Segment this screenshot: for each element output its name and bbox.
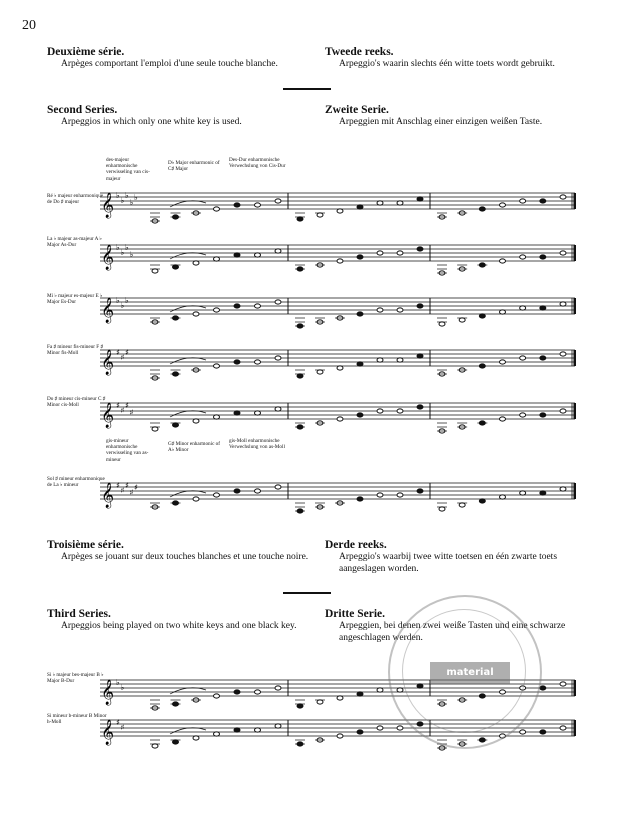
slur [170, 201, 206, 207]
de-desc: Arpeggien mit Anschlag einer einzigen weißen Taste. [339, 117, 543, 127]
note-head [152, 744, 158, 748]
note-head [297, 704, 303, 708]
staff-label-3: Mi ♭ majeur es-majeur E ♭ Major Es-Dur [47, 293, 103, 306]
note-head [540, 491, 546, 495]
note-head [275, 300, 281, 304]
note-head [337, 209, 343, 213]
slur [170, 491, 206, 497]
note-head [255, 203, 261, 207]
note-head [297, 374, 303, 378]
note-head [173, 740, 179, 744]
note-head [540, 255, 546, 259]
note-head [357, 413, 363, 417]
note-head [500, 310, 506, 314]
note-head [234, 253, 240, 257]
note-head [417, 489, 423, 493]
note-head [560, 726, 566, 730]
annotation-db-major: D♭ Major enharmonic of C♯ Major [168, 160, 220, 173]
treble-clef-icon: 𝄞 [101, 350, 115, 375]
en-desc: Arpeggios being played on two white keys and one black key. [61, 621, 297, 631]
note-head [297, 217, 303, 221]
note-head [520, 306, 526, 310]
note-head [275, 407, 281, 411]
de-title: Zweite Serie. [325, 104, 389, 116]
de-desc: Arpeggien, bei denen zwei weiße Tasten und eine schwarze angeschlagen werden. [339, 621, 566, 643]
final-barline-thick [574, 298, 577, 314]
en-title: Second Series. [47, 104, 118, 116]
flat-icon: ♭ [129, 198, 134, 207]
slur [170, 411, 206, 417]
nl-title: Derde reeks. [325, 539, 387, 551]
treble-clef-icon: 𝄞 [101, 720, 115, 745]
flat-icon: ♭ [134, 193, 138, 202]
treble-clef-icon: 𝄞 [101, 193, 115, 218]
note-head [275, 249, 281, 253]
note-head [193, 419, 199, 423]
note-head [479, 314, 485, 318]
final-barline-thick [574, 245, 577, 261]
note-head [357, 497, 363, 501]
note-head [234, 304, 240, 308]
sharp-icon: ♯ [134, 483, 138, 492]
annotation-gis-moll: gis-Moll enharmonische Verwechslung von as-Moll [229, 438, 285, 451]
note-head [234, 489, 240, 493]
flat-icon: ♭ [120, 248, 125, 257]
note-head [417, 197, 423, 201]
de-title: Dritte Serie. [325, 608, 386, 620]
note-head [540, 356, 546, 360]
note-head [377, 201, 383, 205]
note-head [377, 726, 383, 730]
staff-label-5: Do ♯ mineur cis-mineur C ♯ Minor cis-Moll [47, 396, 106, 409]
note-head [377, 688, 383, 692]
treble-clef-icon: 𝄞 [101, 680, 115, 705]
note-head [560, 251, 566, 255]
note-head [439, 322, 445, 326]
note-head [317, 370, 323, 374]
flat-icon: ♭ [116, 243, 120, 252]
note-head [417, 304, 423, 308]
note-head [234, 203, 240, 207]
note-head [479, 207, 485, 211]
en-title: Third Series. [47, 608, 111, 620]
note-head [255, 360, 261, 364]
note-head [479, 364, 485, 368]
note-head [337, 259, 343, 263]
note-head [214, 415, 220, 419]
sharp-icon: ♯ [120, 353, 125, 362]
note-head [275, 485, 281, 489]
nl-desc: Arpeggio's waarin slechts één witte toets wordt gebruikt. [339, 59, 555, 69]
note-head [234, 360, 240, 364]
note-head [173, 265, 179, 269]
slur [170, 253, 206, 259]
sharp-icon: ♯ [116, 481, 120, 490]
flat-icon: ♭ [116, 191, 120, 200]
note-head [377, 493, 383, 497]
flat-icon: ♭ [129, 250, 134, 259]
sharp-icon: ♯ [129, 488, 134, 497]
staff-label-8: Si mineur b-mineur B Minor h-Moll [47, 713, 107, 726]
note-head [357, 692, 363, 696]
note-head [560, 682, 566, 686]
note-head [214, 308, 220, 312]
note-head [397, 308, 403, 312]
final-barline-thick [574, 403, 577, 419]
note-head [337, 366, 343, 370]
note-head [214, 207, 220, 211]
note-head [520, 730, 526, 734]
note-head [500, 495, 506, 499]
flat-icon: ♭ [120, 196, 125, 205]
note-head [357, 312, 363, 316]
slur [170, 728, 206, 734]
note-head [275, 724, 281, 728]
note-head [520, 199, 526, 203]
note-head [377, 358, 383, 362]
note-head [520, 413, 526, 417]
note-head [397, 493, 403, 497]
watermark-label: material [430, 662, 510, 684]
note-head [377, 308, 383, 312]
note-head [255, 304, 261, 308]
sharp-icon: ♯ [120, 486, 125, 495]
note-head [357, 255, 363, 259]
note-head [520, 356, 526, 360]
note-head [417, 405, 423, 409]
note-head [500, 360, 506, 364]
note-head [417, 354, 423, 358]
sharp-icon: ♯ [116, 401, 120, 410]
note-head [255, 411, 261, 415]
note-head [540, 199, 546, 203]
fr-title: Troisième série. [47, 539, 124, 551]
note-head [193, 736, 199, 740]
note-head [357, 362, 363, 366]
flat-icon: ♭ [120, 683, 125, 692]
note-head [560, 487, 566, 491]
slur [170, 688, 206, 694]
note-head [459, 318, 465, 322]
flat-icon: ♭ [125, 243, 129, 252]
nl-desc: Arpeggio's waarbij twee witte toetsen en één zwarte toets aangeslagen worden. [339, 552, 558, 574]
flat-icon: ♭ [120, 301, 125, 310]
note-head [173, 423, 179, 427]
annotation-des-dur: Des-Dur enharmonische Verwechslung von Cis-Dur [229, 157, 286, 170]
final-barline-thick [574, 350, 577, 366]
note-head [479, 499, 485, 503]
note-head [439, 507, 445, 511]
slur [170, 306, 206, 312]
note-head [397, 201, 403, 205]
final-barline-thick [574, 483, 577, 499]
note-head [417, 247, 423, 251]
sharp-icon: ♯ [116, 348, 120, 357]
note-head [234, 728, 240, 732]
treble-clef-icon: 𝄞 [101, 483, 115, 508]
treble-clef-icon: 𝄞 [101, 403, 115, 428]
note-head [520, 255, 526, 259]
note-head [560, 409, 566, 413]
staff-label-6: Sol ♯ mineur enharmonique de La ♭ mineur [47, 476, 105, 489]
sharp-icon: ♯ [129, 408, 134, 417]
staff-label-1: Ré ♭ majeur enharmonique de Do ♯ majeur [47, 193, 104, 206]
final-barline-thick [574, 680, 577, 696]
note-head [337, 696, 343, 700]
note-head [214, 257, 220, 261]
note-head [255, 253, 261, 257]
note-head [500, 259, 506, 263]
note-head [255, 728, 261, 732]
sharp-icon: ♯ [120, 406, 125, 415]
note-head [357, 730, 363, 734]
note-head [255, 489, 261, 493]
fr-desc: Arpèges se jouant sur deux touches blanches et une touche noire. [61, 552, 309, 562]
note-head [214, 493, 220, 497]
sharp-icon: ♯ [125, 481, 129, 490]
note-head [214, 732, 220, 736]
sharp-icon: ♯ [116, 718, 120, 727]
staff-label-2: La ♭ majeur as-majeur A ♭ Major As-Dur [47, 236, 102, 249]
note-head [377, 251, 383, 255]
final-barline-thick [574, 193, 577, 209]
fr-desc: Arpèges comportant l'emploi d'une seule touche blanche. [61, 59, 278, 69]
note-head [560, 352, 566, 356]
note-head [234, 690, 240, 694]
note-head [459, 503, 465, 507]
note-head [337, 734, 343, 738]
note-head [275, 356, 281, 360]
note-head [234, 411, 240, 415]
note-head [540, 730, 546, 734]
fr-title: Deuxième série. [47, 46, 125, 58]
note-head [397, 409, 403, 413]
note-head [500, 417, 506, 421]
slur [170, 358, 206, 364]
note-head [214, 694, 220, 698]
annotation-gis-mineur: gis-mineur enharmonische verwisseling van as-mineur [106, 438, 149, 463]
note-head [193, 312, 199, 316]
note-head [317, 213, 323, 217]
note-head [255, 690, 261, 694]
note-head [152, 427, 158, 431]
note-head [317, 700, 323, 704]
note-head [152, 269, 158, 273]
note-head [193, 497, 199, 501]
note-head [357, 205, 363, 209]
note-head [500, 203, 506, 207]
flat-icon: ♭ [125, 191, 129, 200]
treble-clef-icon: 𝄞 [101, 245, 115, 270]
note-head [214, 364, 220, 368]
sharp-icon: ♯ [125, 401, 129, 410]
note-head [275, 199, 281, 203]
annotation-gis-minor: G♯ Minor enharmonic of A♭ Minor [168, 441, 221, 454]
note-head [560, 302, 566, 306]
note-head [275, 686, 281, 690]
final-barline-thick [574, 720, 577, 736]
note-head [540, 413, 546, 417]
en-desc: Arpeggios in which only one white key is used. [61, 117, 242, 127]
treble-clef-icon: 𝄞 [101, 298, 115, 323]
flat-icon: ♭ [125, 296, 129, 305]
staff-label-7: Si ♭ majeur bes-majeur B ♭ Major B-Dur [47, 672, 104, 685]
flat-icon: ♭ [116, 296, 120, 305]
note-head [540, 686, 546, 690]
nl-title: Tweede reeks. [325, 46, 394, 58]
note-head [337, 417, 343, 421]
flat-icon: ♭ [116, 678, 120, 687]
note-head [397, 251, 403, 255]
note-head [193, 261, 199, 265]
sharp-icon: ♯ [125, 348, 129, 357]
staff-label-4: Fa ♯ mineur fis-mineur F ♯ Minor fis-Moll [47, 344, 104, 357]
page-number: 20 [22, 18, 36, 33]
annotation-des-majeur: des-majeur enharmonische verwisseling van cis-majeur [106, 157, 150, 182]
note-head [397, 726, 403, 730]
sharp-icon: ♯ [120, 723, 125, 732]
note-head [560, 195, 566, 199]
note-head [377, 409, 383, 413]
note-head [540, 306, 546, 310]
note-head [520, 491, 526, 495]
note-head [397, 358, 403, 362]
